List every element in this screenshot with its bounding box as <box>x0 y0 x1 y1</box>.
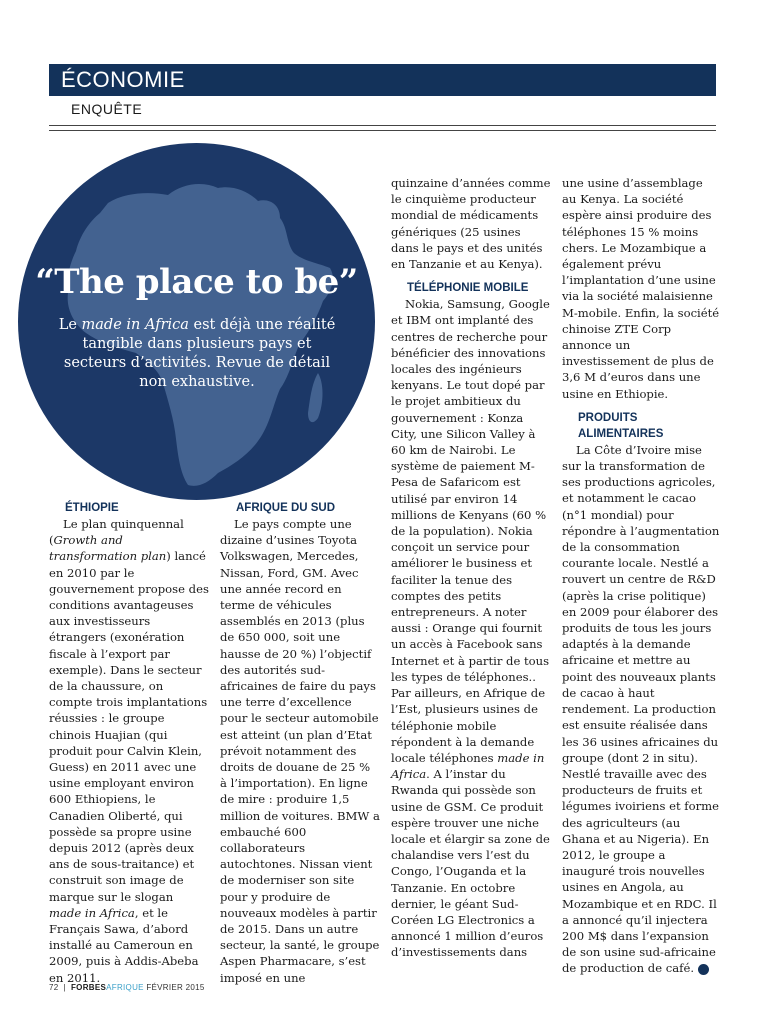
paragraph-telephonie <box>391 296 551 960</box>
divider-bottom <box>49 130 716 131</box>
lead-italic: made in Africa <box>81 317 189 333</box>
text-span: La Côte d’Ivoire mise sur la transformation de ses productions agricoles, et notamment le cacao (n°1 mondial) pour répondre à l’augmentation de la consommation courante locale. Nestlé a rouvert un centre de R&D (après la crise politique) en 2009 pour élaborer des produits de tous les jours adaptés à la demande africaine et mettre au point des nouveaux plants de cacao à haut rendement. La production est ensuite réalisée dans les 36 usines africaines du groupe (dont 2 in situ). Nestlé travaille avec des producteurs de fruits et légumes ivoiriens et forme des agriculteurs (au Ghana et au Nigeria). En 2012, le groupe a inauguré trois nouvelles usines en Angola, au Mozambique et en RDC. Il a annoncé qu’il injectera 200 M$ dans l’expansion de son usine sud-africaine de production de café. <box>562 442 720 976</box>
heading-line: ALIMENTAIRES <box>578 427 664 440</box>
column-afrique-sud <box>220 500 380 986</box>
text-span: Le plan quinquennal ( <box>49 517 184 548</box>
column-telephonie <box>391 175 551 961</box>
heading-afrique-sud: AFRIQUE DU SUD <box>236 502 336 514</box>
article-title: “The place to be” <box>35 262 358 302</box>
italic-span: made in Africa <box>391 750 545 782</box>
paragraph-continuation: une usine d’assemblage au Kenya. La société espère ainsi produire des téléphones 15 % moins chers. Le Mozambique a également prévu l’implantation d’une usine via la société malaisienne M-mobile. Enfin, la société chinoise ZTE Corp annonce un investissement de plus de 3,6 M d’euros dans une usine en Ethiopie. <box>562 176 720 401</box>
article-lead <box>52 316 342 392</box>
publication-name: FORBES <box>70 983 107 992</box>
page-footer <box>49 983 205 992</box>
paragraph-ethiopie <box>49 516 209 986</box>
forbes-end-icon: F <box>698 964 709 975</box>
footer-separator: | <box>63 983 66 992</box>
column-ethiopie <box>49 500 209 986</box>
divider-top <box>49 125 716 126</box>
paragraph-afrique-sud: Le pays compte une dizaine d’usines Toyota Volkswagen, Mercedes, Nissan, Ford, GM. Avec une année record en terme de véhicules assemblés en 2013 (plus de 650 000, soit une hausse de 20 %) l’objectif des autorités sud-africaines de faire du pays une terre d’excellence pour le secteur automobile est atteint (un plan d’Etat prévoit notamment des droits de douane de 25 % à l’importation). En ligne de mire : produire 1,5 million de voitures. BMW a embauché 600 collaborateurs autochtones. Nissan vient de moderniser son site pour y produire de nouveaux modèles à partir de 2015. Dans un autre secteur, la santé, le groupe Aspen Pharmacare, s’est imposé en une <box>220 517 380 985</box>
publication-edition: AFRIQUE <box>106 983 144 992</box>
section-header <box>49 64 716 96</box>
page-number: 72 <box>49 983 59 992</box>
italic-span: Growth and transformation plan <box>49 533 167 564</box>
paragraph-continuation: quinzaine d’années comme le cinquième producteur mondial de médicaments génériques (25 usines dans le pays et des unités en Tanzanie et au Kenya). <box>391 176 551 272</box>
subsection-label: ENQUÊTE <box>71 101 143 117</box>
text-span: , et le Français Sawa, d’abord installé au Cameroun en 2009, puis à Addis-Abeba en 2011. <box>49 905 199 985</box>
heading-produits <box>562 410 720 442</box>
lead-text-end: est déjà une réalité tangible dans plusieurs pays et secteurs d’activités. Revue de détail non exhaustive. <box>63 317 336 390</box>
text-span: . A l’instar du Rwanda qui possède son usine de GSM. Ce produit espère trouver une niche locale et élargir sa zone de chalandise vers l’est du Congo, l’Ouganda et la Tanzanie. En octobre dernier, le géant Sud-Coréen LG Electronics a annoncé 1 million d’euros d’investissements dans <box>391 767 550 960</box>
issue-date: FÉVRIER 2015 <box>146 983 205 992</box>
heading-line: PRODUITS <box>578 411 638 424</box>
paragraph-produits <box>562 442 720 977</box>
text-span: ) lancé en 2010 par le gouvernement propose des conditions avantageuses aux investisseurs étrangers (exonération fiscale à l’export par exemple). Dans le secteur de la chaussure, on compte trois implantations réussies : le groupe chinois Huajian (qui produit pour Calvin Klein, Guess) en 2011 avec une usine employant environ 600 Ethiopiens, le Canadien Oliberté, qui possède sa propre usine depuis 2012 (après deux ans de sous-traitance) et construit son image de marque sur le slogan <box>49 549 209 904</box>
section-title: ÉCONOMIE <box>61 67 185 92</box>
column-produits <box>562 175 720 977</box>
heading-ethiopie: ÉTHIOPIE <box>65 502 119 514</box>
lead-text: Le <box>58 317 82 333</box>
text-span: Nokia, Samsung, Google et IBM ont implanté des centres de recherche pour bénéficier des innovations locales des ingénieurs kenyans. Le tout dopé par le projet ambitieux du gouvernement : Konza City, une Silicon Valley à 60 km de Nairobi. Le système de paiement M-Pesa de Safaricom est utilisé par environ 14 millions de Kenyans (60 % de la population). Nokia conçoit un service pour améliorer le business et faciliter la tenue des comptes des petits entrepreneurs. A noter aussi : Orange qui fournit un accès à Facebook sans Internet et à partir de tous les types de téléphones.. Par ailleurs, en Afrique de l’Est, plusieurs usines de téléphonie mobile répondent à la demande locale téléphones <box>391 297 550 765</box>
heading-telephonie: TÉLÉPHONIE MOBILE <box>407 282 529 295</box>
italic-span: made in Africa <box>49 905 135 920</box>
